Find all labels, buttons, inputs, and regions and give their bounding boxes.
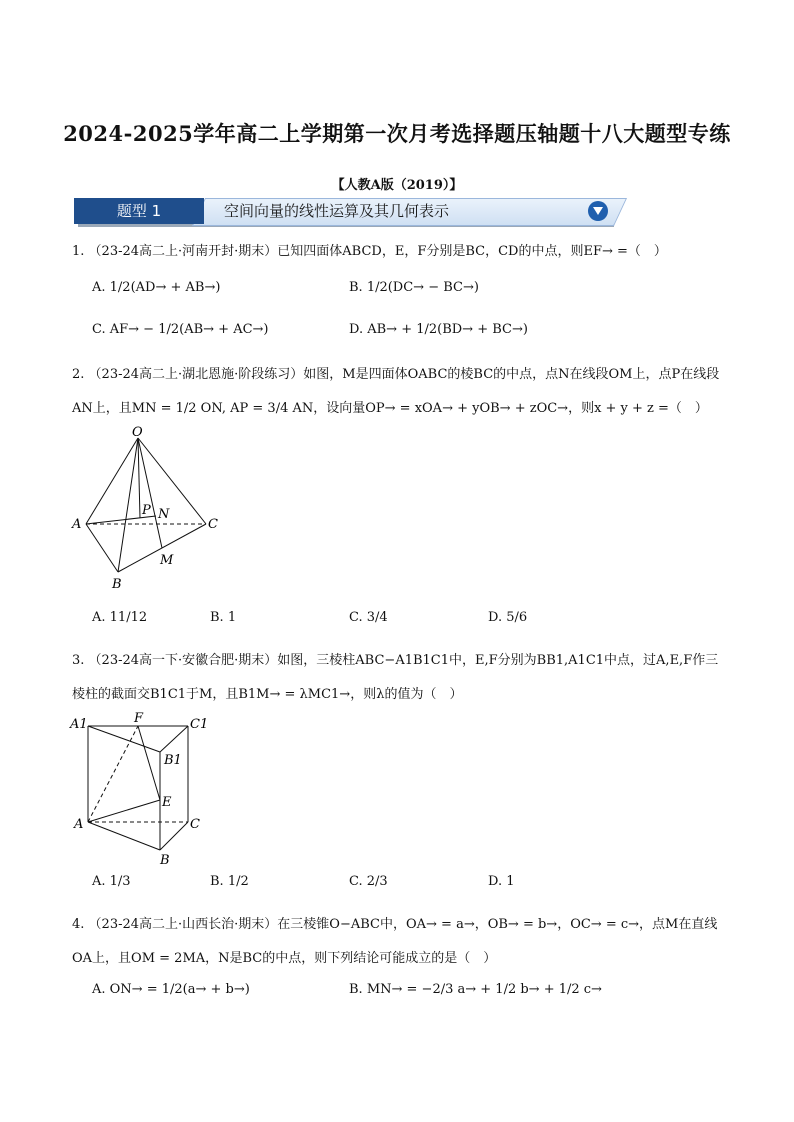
q3-option-d[interactable]: D. 1 [488, 874, 515, 889]
question-number: 1. [72, 244, 85, 259]
question-source: （23-24高二上·山西长治·期末） [88, 917, 278, 932]
q3-option-c[interactable]: C. 2/3 [349, 874, 388, 889]
label-a: A [72, 517, 82, 532]
q1-option-b[interactable]: B. 1/2(DC→ − BC→) [349, 280, 479, 295]
label-b: B [112, 577, 122, 592]
q4-option-a[interactable]: A. ON→ = 1/2(a→ + b→) [92, 982, 250, 997]
question-number: 2. [72, 367, 85, 382]
label-n: N [158, 507, 170, 522]
question-source: （23-24高一下·安徽合肥·期末） [88, 653, 278, 668]
question-3 [72, 644, 722, 712]
label-a1: A1 [70, 717, 88, 732]
q2-option-b[interactable]: B. 1 [210, 610, 237, 625]
label-f: F [134, 711, 144, 726]
section-tag: 题型 1 [74, 198, 204, 224]
label-e: E [162, 795, 172, 810]
section-name: 空间向量的线性运算及其几何表示 [224, 202, 450, 220]
q3-option-b[interactable]: B. 1/2 [210, 874, 249, 889]
label-c: C [190, 817, 200, 832]
label-a: A [74, 817, 84, 832]
q1-option-c[interactable]: C. AF→ − 1/2(AB→ + AC→) [92, 322, 269, 337]
question-source: （23-24高二上·河南开封·期末） [88, 244, 278, 259]
section-header [74, 198, 614, 226]
q2-option-c[interactable]: C. 3/4 [349, 610, 388, 625]
q1-option-d[interactable]: D. AB→ + 1/2(BD→ + BC→) [349, 322, 528, 337]
q2-option-a[interactable]: A. 11/12 [92, 610, 148, 625]
question-number: 3. [72, 653, 85, 668]
q1-option-a[interactable]: A. 1/2(AD→ + AB→) [92, 280, 221, 295]
label-p: P [142, 503, 151, 518]
chevron-down-icon [588, 201, 608, 221]
edition-label: 【人教A版（2019）】 [331, 178, 463, 193]
label-b: B [160, 853, 170, 866]
document-title: 2024-2025学年高二上学期第一次月考选择题压轴题十八大题型专练 [63, 121, 731, 146]
prism-figure [66, 710, 226, 866]
label-c1: C1 [190, 717, 209, 732]
question-text: 已知四面体ABCD，E，F分别是BC，CD的中点，则EF→ =（ ） [277, 244, 667, 259]
label-b1: B1 [164, 753, 182, 768]
q4-option-b[interactable]: B. MN→ = −2/3 a→ + 1/2 b→ + 1/2 c→ [349, 982, 602, 997]
question-text: 如图，M是四面体OABC的棱BC的中点，点N在线段OM上，点P在线段AN上，且MN = 1/2 ON, AP = 3/4 AN，设向量OP→ = xOA→ + yOB→ + zOC→，则x + y + z =（ ） [72, 367, 720, 416]
question-number: 4. [72, 917, 85, 932]
label-c: C [208, 517, 218, 532]
label-m: M [160, 553, 174, 568]
tetrahedron-figure [66, 424, 226, 594]
question-4 [72, 908, 722, 976]
q3-option-a[interactable]: A. 1/3 [92, 874, 131, 889]
q2-option-d[interactable]: D. 5/6 [488, 610, 528, 625]
question-1 [72, 242, 722, 262]
question-text: 如图，三棱柱ABC−A1B1C1中，E,F分别为BB1,A1C1中点，过A,E,F作三棱柱的截面交B1C1于M，且B1M→ = λMC1→，则λ的值为（ ） [72, 653, 719, 702]
question-2 [72, 358, 722, 426]
label-o: O [132, 425, 143, 440]
question-text: 在三棱锥O−ABC中，OA→ = a→，OB→ = b→，OC→ = c→，点M在直线OA上，且OM = 2MA，N是BC的中点，则下列结论可能成立的是（ ） [72, 917, 718, 966]
question-source: （23-24高二上·湖北恩施·阶段练习） [88, 367, 304, 382]
